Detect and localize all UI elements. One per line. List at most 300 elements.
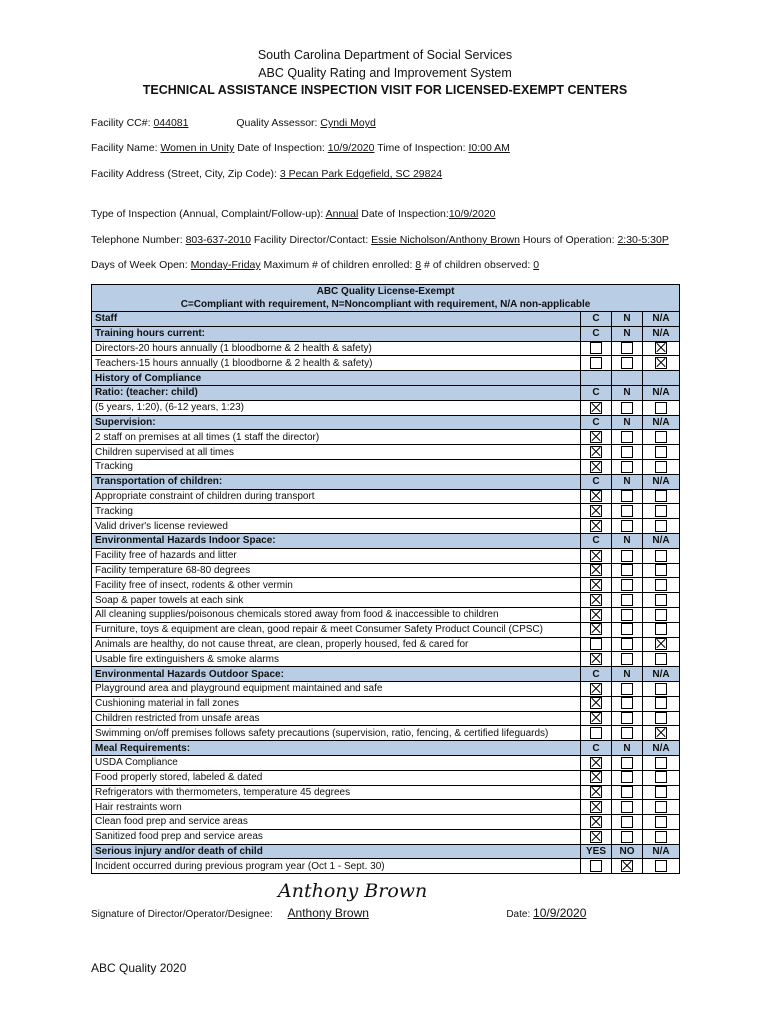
facility-address-line <box>91 168 442 180</box>
checkbox-cell <box>612 341 643 356</box>
checkbox-cell <box>643 459 680 474</box>
empty-checkbox-icon[interactable] <box>621 831 633 843</box>
empty-checkbox-icon[interactable] <box>655 609 667 621</box>
checkbox-cell <box>643 815 680 830</box>
checkbox-cell <box>612 637 643 652</box>
checklist-row <box>92 504 680 519</box>
checklist-row <box>92 593 680 608</box>
empty-checkbox-icon[interactable] <box>621 594 633 606</box>
checkbox-cell <box>612 815 643 830</box>
empty-checkbox-icon[interactable] <box>590 357 602 369</box>
handwritten-signature: Anthony Brown <box>278 880 428 902</box>
column-header: N <box>612 533 643 548</box>
checklist-item-label: (5 years, 1:20), (6-12 years, 1:23) <box>92 400 581 415</box>
checkbox-cell <box>581 341 612 356</box>
empty-checkbox-icon[interactable] <box>621 623 633 635</box>
empty-checkbox-icon[interactable] <box>621 564 633 576</box>
empty-checkbox-icon[interactable] <box>655 801 667 813</box>
checked-checkbox-icon[interactable] <box>590 653 602 665</box>
checked-checkbox-icon[interactable] <box>590 446 602 458</box>
column-header: N <box>612 326 643 341</box>
checkbox-cell <box>643 445 680 460</box>
column-header: C <box>581 741 612 756</box>
checkbox-cell <box>612 445 643 460</box>
checkbox-cell <box>643 770 680 785</box>
checklist-item-label: Facility temperature 68-80 degrees <box>92 563 581 578</box>
section-header-label: Supervision: <box>92 415 581 430</box>
empty-checkbox-icon[interactable] <box>621 505 633 517</box>
checklist-item-label: 2 staff on premises at all times (1 staff the director) <box>92 430 581 445</box>
section-header-label: Transportation of children: <box>92 474 581 489</box>
signature-typed-text: Anthony Brown <box>287 906 369 920</box>
checkbox-cell <box>643 696 680 711</box>
checklist-item-label: Incident occurred during previous program year (Oct 1 - Sept. 30) <box>92 859 581 874</box>
checked-checkbox-icon[interactable] <box>590 831 602 843</box>
hours-label: Hours of Operation: <box>519 234 618 246</box>
empty-checkbox-icon[interactable] <box>655 490 667 502</box>
empty-checkbox-icon[interactable] <box>621 342 633 354</box>
empty-checkbox-icon[interactable] <box>621 816 633 828</box>
empty-checkbox-icon[interactable] <box>590 342 602 354</box>
checklist-item-label: Cushioning material in fall zones <box>92 696 581 711</box>
checked-checkbox-icon[interactable] <box>655 342 667 354</box>
empty-checkbox-icon[interactable] <box>655 520 667 532</box>
facility-name-line <box>91 142 510 154</box>
column-header: C <box>581 326 612 341</box>
column-header: N/A <box>643 667 680 682</box>
checkbox-cell <box>581 548 612 563</box>
signature-label: Signature of Director/Operator/Designee: <box>91 909 276 920</box>
checkbox-cell <box>612 622 643 637</box>
section-header-row <box>92 667 680 682</box>
signature-date-label: Date: <box>503 909 534 920</box>
checkbox-cell <box>612 489 643 504</box>
checkbox-cell <box>581 504 612 519</box>
empty-checkbox-icon[interactable] <box>621 786 633 798</box>
section-header-label: Training hours current: <box>92 326 581 341</box>
empty-checkbox-icon[interactable] <box>655 594 667 606</box>
empty-checkbox-icon[interactable] <box>655 831 667 843</box>
checkbox-cell <box>581 815 612 830</box>
checked-checkbox-icon[interactable] <box>590 594 602 606</box>
checklist-item-label: Children restricted from unsafe areas <box>92 711 581 726</box>
checkbox-cell <box>643 785 680 800</box>
checklist-row <box>92 770 680 785</box>
empty-checkbox-icon[interactable] <box>621 697 633 709</box>
checked-checkbox-icon[interactable] <box>590 816 602 828</box>
empty-checkbox-icon[interactable] <box>621 461 633 473</box>
column-header: C <box>581 415 612 430</box>
checklist-row <box>92 859 680 874</box>
section-header-row <box>92 741 680 756</box>
column-header: N/A <box>643 312 680 327</box>
column-header: YES <box>581 844 612 859</box>
signature-typed-name[interactable] <box>276 906 504 920</box>
empty-checkbox-icon[interactable] <box>655 786 667 798</box>
checked-checkbox-icon[interactable] <box>590 683 602 695</box>
checkbox-cell <box>643 637 680 652</box>
empty-checkbox-icon[interactable] <box>655 446 667 458</box>
type-date-value: 10/9/2020 <box>448 208 496 220</box>
column-header: N/A <box>643 326 680 341</box>
section-header-label: Staff <box>92 312 581 327</box>
checklist-row <box>92 696 680 711</box>
checkbox-cell <box>581 622 612 637</box>
checked-checkbox-icon[interactable] <box>590 579 602 591</box>
checklist-item-label: All cleaning supplies/poisonous chemicals stored away from food & inaccessible to children <box>92 607 581 622</box>
section-header-row <box>92 312 680 327</box>
empty-checkbox-icon[interactable] <box>621 490 633 502</box>
empty-checkbox-icon[interactable] <box>621 520 633 532</box>
checked-checkbox-icon[interactable] <box>590 431 602 443</box>
checklist-item-label: Soap & paper towels at each sink <box>92 593 581 608</box>
director-label: Facility Director/Contact: <box>250 234 372 246</box>
checkbox-cell <box>612 356 643 371</box>
time-value: I0:00 AM <box>468 142 510 154</box>
name-label: Facility Name: <box>91 142 161 154</box>
column-header: C <box>581 667 612 682</box>
type-date-label: Date of Inspection: <box>358 208 449 220</box>
section-header-label: Meal Requirements: <box>92 741 581 756</box>
checked-checkbox-icon[interactable] <box>590 801 602 813</box>
section-header-label: Ratio: (teacher: child) <box>92 385 581 400</box>
hours-value: 2:30-5:30P <box>617 234 669 246</box>
empty-checkbox-icon[interactable] <box>621 402 633 414</box>
checkbox-cell <box>643 726 680 741</box>
checkbox-cell <box>612 755 643 770</box>
checklist-row <box>92 489 680 504</box>
checkbox-cell <box>643 519 680 534</box>
checkbox-cell <box>612 800 643 815</box>
empty-checkbox-icon[interactable] <box>621 712 633 724</box>
max-value: 8 <box>415 259 422 271</box>
checkbox-cell <box>612 519 643 534</box>
checkbox-cell <box>643 755 680 770</box>
checked-checkbox-icon[interactable] <box>590 712 602 724</box>
section-header-label: Serious injury and/or death of child <box>92 844 581 859</box>
checkbox-cell <box>581 829 612 844</box>
empty-checkbox-icon[interactable] <box>655 564 667 576</box>
checkbox-cell <box>612 459 643 474</box>
checklist-row <box>92 637 680 652</box>
header-program: ABC Quality Rating and Improvement System <box>258 66 512 80</box>
checklist-item-label: Valid driver's license reviewed <box>92 519 581 534</box>
days-label: Days of Week Open: <box>91 259 191 271</box>
checked-checkbox-icon[interactable] <box>590 550 602 562</box>
checkbox-cell <box>612 770 643 785</box>
checkbox-cell <box>581 607 612 622</box>
empty-checkbox-icon[interactable] <box>655 816 667 828</box>
facility-cc-line <box>91 117 376 129</box>
checked-checkbox-icon[interactable] <box>590 520 602 532</box>
checklist-row <box>92 430 680 445</box>
checkbox-cell <box>643 652 680 667</box>
empty-checkbox-icon[interactable] <box>621 579 633 591</box>
checkbox-cell <box>581 859 612 874</box>
checkbox-cell <box>612 696 643 711</box>
checklist-row <box>92 356 680 371</box>
checklist-item-label: Tracking <box>92 504 581 519</box>
checklist-row <box>92 341 680 356</box>
empty-checkbox-icon[interactable] <box>655 771 667 783</box>
checkbox-cell <box>643 548 680 563</box>
checklist-row <box>92 815 680 830</box>
checked-checkbox-icon[interactable] <box>590 490 602 502</box>
column-header: C <box>581 533 612 548</box>
checklist-row <box>92 726 680 741</box>
checklist-item-label: Teachers-15 hours annually (1 bloodborne & 2 health & safety) <box>92 356 581 371</box>
checklist-row <box>92 563 680 578</box>
inspection-checklist-table <box>91 284 680 874</box>
checklist-row <box>92 459 680 474</box>
checked-checkbox-icon[interactable] <box>655 727 667 739</box>
checked-checkbox-icon[interactable] <box>590 461 602 473</box>
checkbox-cell <box>612 859 643 874</box>
form-title: TECHNICAL ASSISTANCE INSPECTION VISIT FOR LICENSED-EXEMPT CENTERS <box>142 83 628 97</box>
date-value: 10/9/2020 <box>327 142 375 154</box>
checklist-row <box>92 548 680 563</box>
checkbox-cell <box>612 504 643 519</box>
checklist-item-label: Directors-20 hours annually (1 bloodborne & 2 health & safety) <box>92 341 581 356</box>
checkbox-cell <box>581 755 612 770</box>
checkbox-cell <box>581 726 612 741</box>
empty-checkbox-icon[interactable] <box>655 579 667 591</box>
checked-checkbox-icon[interactable] <box>590 771 602 783</box>
empty-checkbox-icon[interactable] <box>621 801 633 813</box>
assessor-value: Cyndi Moyd <box>320 117 376 129</box>
checked-checkbox-icon[interactable] <box>655 638 667 650</box>
empty-checkbox-icon[interactable] <box>655 683 667 695</box>
empty-checkbox-icon[interactable] <box>655 697 667 709</box>
column-header: N/A <box>643 474 680 489</box>
assessor-label: Quality Assessor: <box>236 117 321 129</box>
checked-checkbox-icon[interactable] <box>590 505 602 517</box>
director-value: Essie Nicholson/Anthony Brown <box>371 234 520 246</box>
type-label: Type of Inspection (Annual, Complaint/Follow-up): <box>91 208 326 220</box>
checkbox-cell <box>643 681 680 696</box>
checklist-row <box>92 711 680 726</box>
checklist-item-label: Swimming on/off premises follows safety precautions (supervision, ratio, fencing, & certified lifeguards) <box>92 726 581 741</box>
section-header-row <box>92 385 680 400</box>
checked-checkbox-icon[interactable] <box>621 860 633 872</box>
checklist-row <box>92 607 680 622</box>
checkbox-cell <box>581 785 612 800</box>
inspection-type-line <box>91 208 496 220</box>
checkbox-cell <box>612 607 643 622</box>
checked-checkbox-icon[interactable] <box>590 609 602 621</box>
checklist-item-label: Tracking <box>92 459 581 474</box>
checklist-item-label: Refrigerators with thermometers, temperature 45 degrees <box>92 785 581 800</box>
empty-checkbox-icon[interactable] <box>621 727 633 739</box>
checkbox-cell <box>612 681 643 696</box>
checkbox-cell <box>581 696 612 711</box>
empty-checkbox-icon[interactable] <box>655 461 667 473</box>
empty-checkbox-icon[interactable] <box>621 357 633 369</box>
empty-checkbox-icon[interactable] <box>621 757 633 769</box>
section-header-row <box>92 844 680 859</box>
checklist-item-label: Facility free of insect, rodents & other vermin <box>92 578 581 593</box>
checkbox-cell <box>581 445 612 460</box>
column-header: N <box>612 474 643 489</box>
cc-label: Facility CC#: <box>91 117 154 129</box>
checklist-row <box>92 445 680 460</box>
checked-checkbox-icon[interactable] <box>655 357 667 369</box>
days-value: Monday-Friday <box>190 259 261 271</box>
checklist-row <box>92 519 680 534</box>
checkbox-cell <box>612 548 643 563</box>
checkbox-cell <box>643 859 680 874</box>
section-header-row <box>92 474 680 489</box>
empty-checkbox-icon[interactable] <box>621 446 633 458</box>
type-value: Annual <box>325 208 359 220</box>
checked-checkbox-icon[interactable] <box>590 697 602 709</box>
column-header: C <box>581 385 612 400</box>
checked-checkbox-icon[interactable] <box>590 757 602 769</box>
checklist-item-label: Clean food prep and service areas <box>92 815 581 830</box>
empty-checkbox-icon[interactable] <box>655 402 667 414</box>
column-header: N/A <box>643 741 680 756</box>
checkbox-cell <box>581 770 612 785</box>
checkbox-cell <box>643 607 680 622</box>
column-header: N <box>612 312 643 327</box>
empty-checkbox-icon[interactable] <box>590 727 602 739</box>
empty-checkbox-icon[interactable] <box>621 550 633 562</box>
empty-checkbox-icon[interactable] <box>590 860 602 872</box>
checkbox-cell <box>612 726 643 741</box>
checkbox-cell <box>581 489 612 504</box>
checklist-item-label: USDA Compliance <box>92 755 581 770</box>
checkbox-cell <box>612 578 643 593</box>
section-header-row <box>92 533 680 548</box>
section-header-row <box>92 326 680 341</box>
checklist-row <box>92 622 680 637</box>
section-header-label: Environmental Hazards Indoor Space: <box>92 533 581 548</box>
empty-checkbox-icon[interactable] <box>655 431 667 443</box>
table-title-row <box>92 285 680 312</box>
checklist-row <box>92 800 680 815</box>
checkbox-cell <box>643 711 680 726</box>
checklist-item-label: Furniture, toys & equipment are clean, good repair & meet Consumer Safety Product Council (CPSC) <box>92 622 581 637</box>
checkbox-cell <box>581 652 612 667</box>
empty-checkbox-icon[interactable] <box>621 771 633 783</box>
empty-checkbox-icon[interactable] <box>655 550 667 562</box>
checklist-item-label: Sanitized food prep and service areas <box>92 829 581 844</box>
checklist-row <box>92 755 680 770</box>
date-label: Date of Inspection: <box>234 142 328 154</box>
checklist-item-label: Food properly stored, labeled & dated <box>92 770 581 785</box>
checkbox-cell <box>581 519 612 534</box>
checked-checkbox-icon[interactable] <box>590 564 602 576</box>
column-header <box>643 371 680 386</box>
checkbox-cell <box>643 400 680 415</box>
checkbox-cell <box>581 356 612 371</box>
checklist-row <box>92 578 680 593</box>
max-label: Maximum # of children enrolled: <box>260 259 416 271</box>
column-header: N <box>612 415 643 430</box>
empty-checkbox-icon[interactable] <box>621 431 633 443</box>
checklist-item-label: Usable fire extinguishers & smoke alarms <box>92 652 581 667</box>
empty-checkbox-icon[interactable] <box>621 609 633 621</box>
checked-checkbox-icon[interactable] <box>590 623 602 635</box>
column-header: N <box>612 667 643 682</box>
cc-value: 044081 <box>153 117 189 129</box>
empty-checkbox-icon[interactable] <box>655 712 667 724</box>
section-header-label: History of Compliance <box>92 371 581 386</box>
checkbox-cell <box>612 430 643 445</box>
checkbox-cell <box>581 637 612 652</box>
header-agency: South Carolina Department of Social Services <box>257 48 513 62</box>
checkbox-cell <box>581 400 612 415</box>
column-header: NO <box>612 844 643 859</box>
checklist-item-label: Children supervised at all times <box>92 445 581 460</box>
checkbox-cell <box>612 652 643 667</box>
column-header: N/A <box>643 844 680 859</box>
empty-checkbox-icon[interactable] <box>655 757 667 769</box>
column-header: N/A <box>643 415 680 430</box>
checklist-row <box>92 652 680 667</box>
checkbox-cell <box>643 563 680 578</box>
empty-checkbox-icon[interactable] <box>621 683 633 695</box>
checked-checkbox-icon[interactable] <box>590 786 602 798</box>
checkbox-cell <box>581 593 612 608</box>
checklist-item-label: Appropriate constraint of children during transport <box>92 489 581 504</box>
checklist-item-label: Animals are healthy, do not cause threat, are clean, properly housed, fed & cared for <box>92 637 581 652</box>
empty-checkbox-icon[interactable] <box>655 860 667 872</box>
phone-label: Telephone Number: <box>91 234 186 246</box>
section-header-label: Environmental Hazards Outdoor Space: <box>92 667 581 682</box>
footer-text: ABC Quality 2020 <box>91 961 187 975</box>
checklist-item-label: Facility free of hazards and litter <box>92 548 581 563</box>
checkbox-cell <box>612 711 643 726</box>
column-header: N/A <box>643 533 680 548</box>
checkbox-cell <box>643 622 680 637</box>
checkbox-cell <box>643 341 680 356</box>
column-header: N <box>612 741 643 756</box>
empty-checkbox-icon[interactable] <box>655 623 667 635</box>
table-title <box>92 285 680 312</box>
empty-checkbox-icon[interactable] <box>655 505 667 517</box>
observed-label: # of children observed: <box>421 259 534 271</box>
checkbox-cell <box>581 681 612 696</box>
checklist-item-label: Hair restraints worn <box>92 800 581 815</box>
checkbox-cell <box>581 430 612 445</box>
days-line <box>91 259 539 271</box>
empty-checkbox-icon[interactable] <box>621 653 633 665</box>
empty-checkbox-icon[interactable] <box>590 638 602 650</box>
signature-date-value[interactable]: 10/9/2020 <box>533 906 587 920</box>
checkbox-cell <box>581 563 612 578</box>
checklist-item-label: Playground area and playground equipment maintained and safe <box>92 681 581 696</box>
checklist-row <box>92 785 680 800</box>
name-value: Women in Unity <box>160 142 235 154</box>
checkbox-cell <box>643 504 680 519</box>
observed-value: 0 <box>533 259 540 271</box>
empty-checkbox-icon[interactable] <box>655 653 667 665</box>
signature-line <box>91 906 586 920</box>
checklist-row <box>92 681 680 696</box>
column-header: C <box>581 474 612 489</box>
phone-value: 803-637-2010 <box>185 234 251 246</box>
empty-checkbox-icon[interactable] <box>621 638 633 650</box>
checkbox-cell <box>612 829 643 844</box>
column-header: N/A <box>643 385 680 400</box>
checked-checkbox-icon[interactable] <box>590 402 602 414</box>
column-header <box>581 371 612 386</box>
checkbox-cell <box>643 800 680 815</box>
checkbox-cell <box>612 785 643 800</box>
contact-line <box>91 234 669 246</box>
checkbox-cell <box>612 593 643 608</box>
